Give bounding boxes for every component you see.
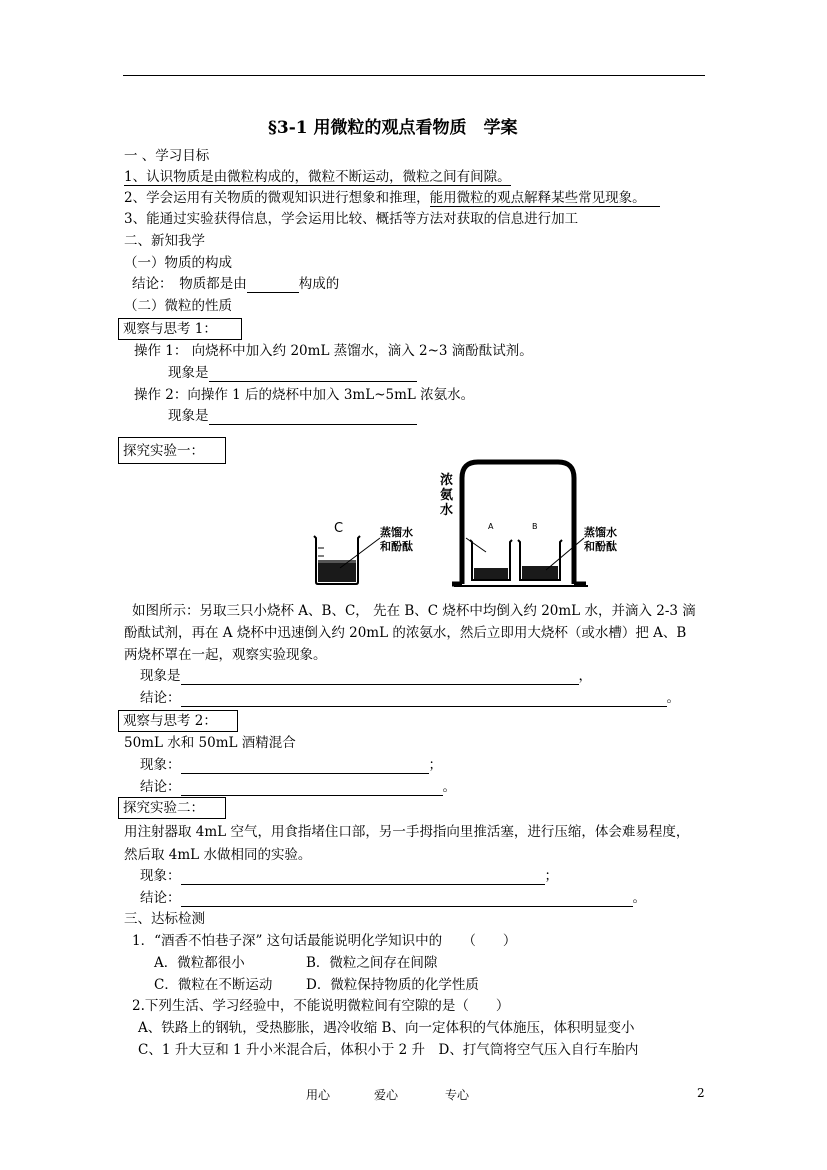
page-number: 2	[697, 1086, 705, 1100]
ammonia-label-2: 氨	[440, 488, 454, 503]
footer-motto-1: 用心	[306, 1088, 331, 1102]
obs1-ph2-blank[interactable]	[209, 410, 417, 425]
exp1-conclusion	[140, 689, 680, 707]
obs2-phenomenon	[140, 756, 442, 774]
beaker-b-label: B	[532, 522, 538, 531]
exp2-phenomenon	[140, 867, 558, 885]
exp2-concl-label: 结论：	[140, 890, 181, 906]
exp2-concl-blank[interactable]	[181, 892, 633, 907]
obs2-desc: 50mL 水和 50mL 酒精混合	[124, 735, 296, 751]
section-heading-new: 二、新知我学	[124, 233, 205, 249]
conclusion-blank[interactable]	[247, 278, 299, 293]
exp1-concl-end: 。	[666, 690, 680, 706]
water-label-2-line1: 蒸馏水	[584, 526, 617, 539]
exp2-concl-end: 。	[632, 890, 646, 906]
obs2-ph-label: 现象：	[140, 757, 181, 773]
beaker-a-label: A	[488, 522, 494, 531]
page-title: §3-1 用微粒的观点看物质 学案	[268, 118, 518, 138]
composition-conclusion	[132, 275, 339, 293]
question-1: 1．“酒香不怕巷子深” 这句话最能说明化学知识中的 （ ）	[132, 933, 517, 949]
beaker-a	[466, 538, 512, 580]
conclusion-suffix: 构成的	[298, 276, 340, 292]
exp1-concl-label: 结论：	[140, 690, 181, 706]
section-heading-test: 三、达标检测	[124, 911, 205, 927]
obs2-concl-blank[interactable]	[181, 781, 443, 796]
q1-option-a: A．微粒都很小	[154, 955, 245, 971]
subsection-properties: （二）微粒的性质	[124, 298, 232, 314]
obs1-ph1-label: 现象是	[168, 365, 209, 381]
section-heading-goals: 一 、学习目标	[124, 148, 210, 164]
beaker-c-label: C	[334, 521, 344, 536]
q1-option-b: B．微粒之间存在间隙	[306, 955, 438, 971]
large-beaker	[452, 462, 588, 586]
header-rule	[123, 75, 705, 76]
obs2-ph-blank[interactable]	[181, 759, 429, 774]
goal-1	[124, 168, 511, 186]
goal-2	[124, 189, 660, 207]
exp2-conclusion	[140, 889, 646, 907]
exp2-para-1: 用注射器取 4mL 空气，用食指堵住口部，另一手拇指向里推活塞，进行压缩，体会难易程度，	[124, 824, 690, 840]
obs2-box: 观察与思考 2：	[118, 710, 238, 732]
obs1-phenomenon1	[168, 364, 417, 382]
exp1-ph-blank[interactable]	[181, 670, 579, 685]
obs1-op1: 操作 1： 向烧杯中加入约 20mL 蒸馏水，滴入 2~3 滴酚酞试剂。	[134, 343, 533, 359]
water-label-2-line2: 和酚酞	[584, 540, 617, 553]
exp2-ph-end: ；	[544, 868, 558, 884]
question-2: 2.下列生活、学习经验中，不能说明微粒间有空隙的是（ ）	[132, 998, 510, 1014]
obs2-conclusion	[140, 778, 456, 796]
exp1-para-3: 两烧杯罩在一起，观察实验现象。	[124, 647, 327, 663]
water-label-1-line1: 蒸馏水	[380, 526, 413, 539]
goal-2-text-b: 能用微粒的观点解释某些常见现象。	[430, 190, 660, 207]
exp1-ph-end: ，	[578, 668, 592, 684]
footer-motto-2: 爱心	[374, 1088, 399, 1102]
exp2-ph-blank[interactable]	[181, 870, 545, 885]
q1-option-c: C．微粒在不断运动	[154, 977, 273, 993]
obs1-phenomenon2	[168, 407, 417, 425]
q2-options-ab: A、铁路上的钢轨，受热膨胀，遇冷收缩 B、向一定体积的气体施压，体积明显变小	[138, 1020, 635, 1036]
exp1-concl-blank[interactable]	[181, 692, 667, 707]
obs1-box: 观察与思考 1：	[118, 318, 242, 340]
subsection-composition: （一）物质的构成	[124, 255, 232, 271]
exp1-para-2: 酚酞试剂，再在 A 烧杯中迅速倒入约 20mL 的浓氨水，然后立即用大烧杯（或水槽）把 A、B	[124, 625, 687, 641]
obs1-ph1-blank[interactable]	[209, 367, 417, 382]
goal-2-text-a: 2、学会运用有关物质的微观知识进行想象和推理，	[124, 190, 430, 206]
exp1-box: 探究实验一：	[118, 437, 226, 464]
goal-3: 3、能通过实验获得信息，学会运用比较、概括等方法对获取的信息进行加工	[124, 211, 579, 227]
conclusion-prefix: 结论： 物质都是由	[132, 276, 247, 292]
ammonia-label-3: 水	[440, 503, 454, 518]
exp1-phenomenon	[140, 667, 592, 685]
beaker-b	[518, 538, 584, 580]
exp1-ph-label: 现象是	[140, 668, 181, 684]
obs2-concl-end: 。	[442, 779, 456, 795]
obs2-concl-label: 结论：	[140, 779, 181, 795]
obs1-op2: 操作 2：向操作 1 后的烧杯中加入 3mL~5mL 浓氨水。	[134, 387, 475, 403]
goal-1-text: 1、认识物质是由微粒构成的，微粒不断运动，微粒之间有间隙。	[124, 169, 511, 185]
beaker-c	[314, 536, 380, 584]
q2-options-cd: C、1 升大豆和 1 升小米混合后，体积小于 2 升 D、打气筒将空气压入自行车胎内	[138, 1042, 639, 1058]
q1-option-d: D．微粒保持物质的化学性质	[306, 977, 479, 993]
exp2-ph-label: 现象：	[140, 868, 181, 884]
obs2-ph-end: ；	[428, 757, 442, 773]
obs1-ph2-label: 现象是	[168, 408, 209, 424]
water-label-1-line2: 和酚酞	[380, 540, 413, 553]
footer-motto-3: 专心	[445, 1088, 470, 1102]
exp2-para-2: 然后取 4mL 水做相同的实验。	[124, 847, 312, 863]
exp1-para-1: 如图所示：另取三只小烧杯 A、B、C， 先在 B、C 烧杯中均倒入约 20mL 水，并滴入 2-3 滴	[132, 603, 696, 619]
exp2-box: 探究实验二：	[118, 797, 226, 819]
ammonia-label-1: 浓	[440, 473, 454, 488]
